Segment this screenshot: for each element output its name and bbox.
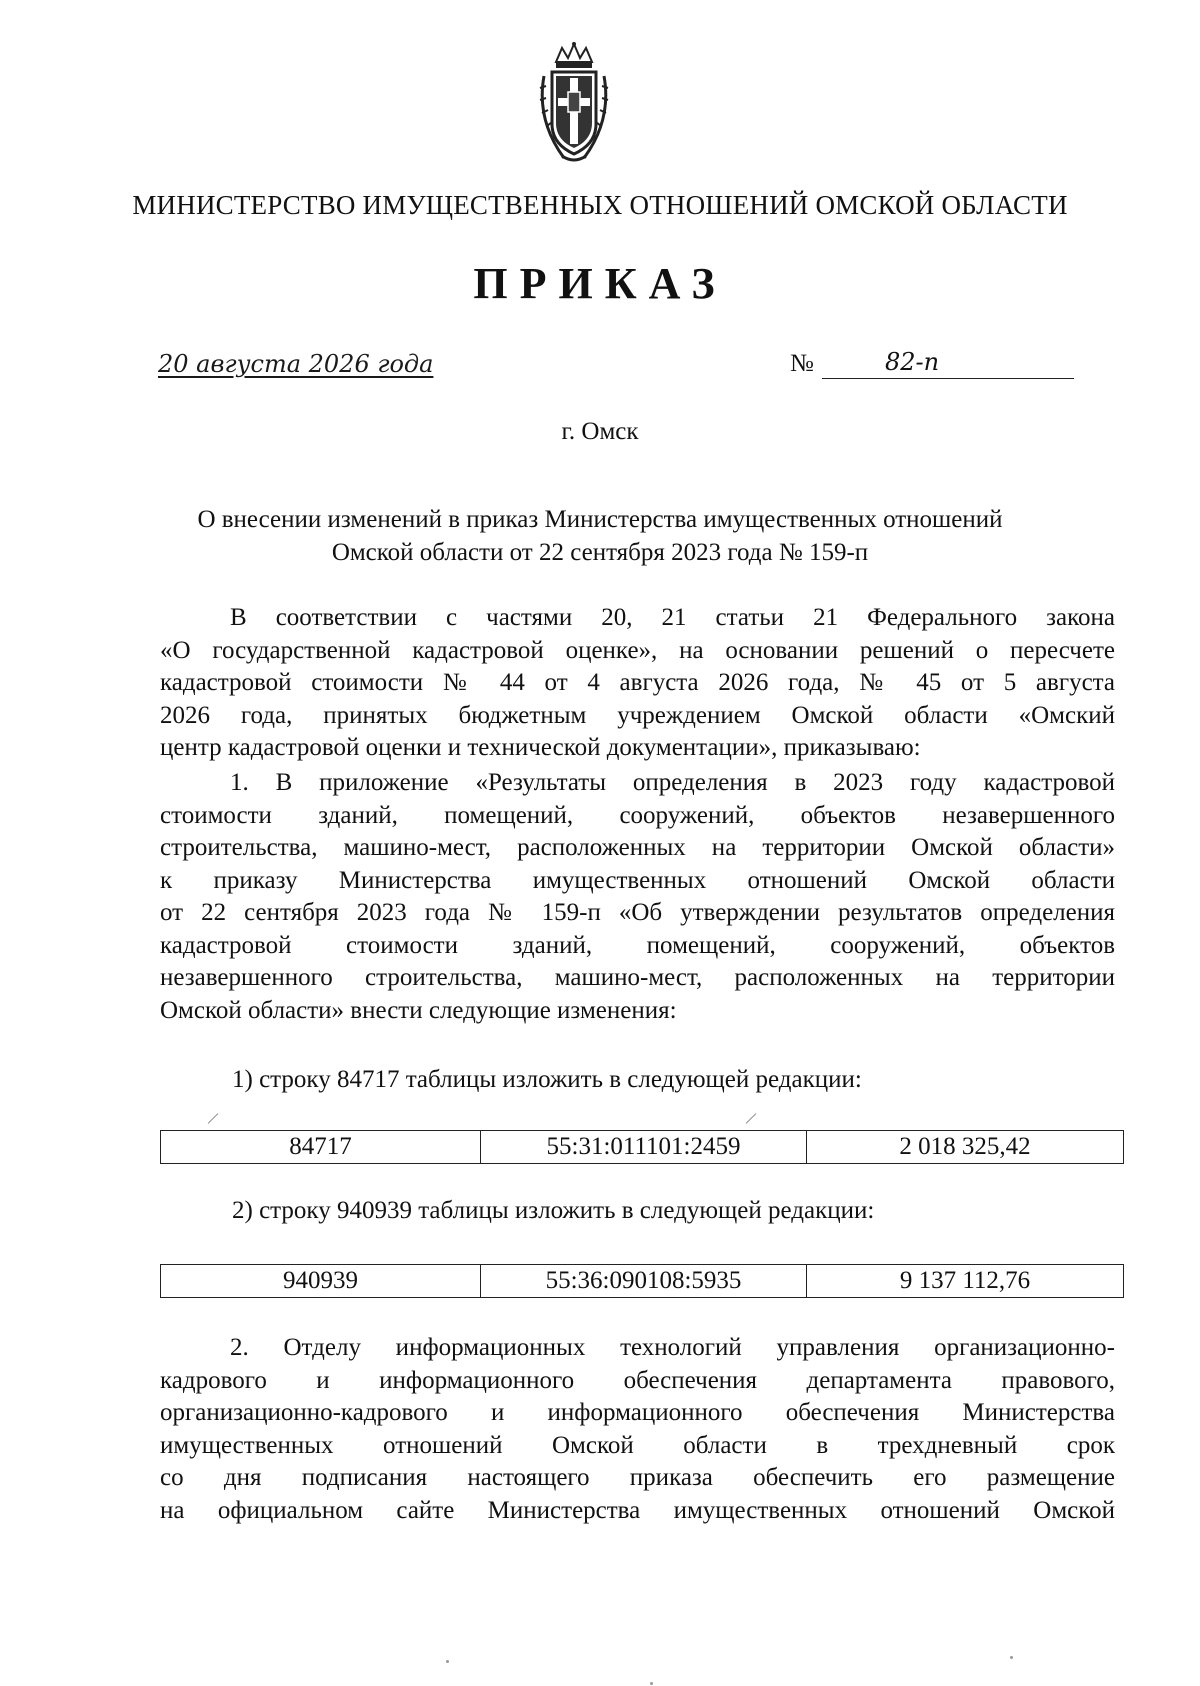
paragraph-line: строительства, машино-мест, расположенных на территории Омской области» — [160, 834, 1115, 861]
paragraph-line: 1. В приложение «Результаты определения в 2023 году кадастровой — [230, 769, 1115, 796]
pencil-mark — [746, 1113, 757, 1124]
paragraph-line: «О государственной кадастровой оценке», на основании решений о пересчете — [160, 636, 1115, 664]
document-subject — [0, 503, 1200, 569]
scan-speck — [1010, 1656, 1013, 1659]
paragraph-line: стоимости зданий, помещений, сооружений, объектов незавершенного — [160, 801, 1115, 829]
point-2-paragraph — [160, 1332, 1115, 1527]
paragraph-line: 2026 года, принятых бюджетным учреждением Омской области «Омский — [160, 701, 1115, 729]
preamble-paragraph — [160, 602, 1115, 765]
table-cell-cadastral-value: 9 137 112,76 — [899, 1267, 1031, 1294]
ministry-name: МИНИСТЕРСТВО ИМУЩЕСТВЕННЫХ ОТНОШЕНИЙ ОМСКОЙ ОБЛАСТИ — [132, 190, 1068, 220]
table-cell-cadastral-number: 55:36:090108:5935 — [481, 1265, 807, 1297]
handwritten-date: 20 августа 2026 года — [158, 350, 434, 378]
paragraph-line: Омской области» внести следующие изменения: — [160, 996, 677, 1024]
table-row — [160, 1130, 1124, 1164]
coat-of-arms-emblem — [534, 40, 614, 170]
subitem-2-text: 2) строку 940939 таблицы изложить в следующей редакции: — [232, 1197, 875, 1224]
paragraph-line: кадастровой стоимости № 44 от 4 августа 2026 года, № 45 от 5 августа — [160, 669, 1115, 696]
table-cell-row-number: 84717 — [161, 1131, 481, 1163]
subject-line: О внесении изменений в приказ Министерства имущественных отношений — [197, 506, 1003, 533]
paragraph-line: кадрового и информационного обеспечения департамента правового, — [160, 1366, 1115, 1394]
point-1-paragraph — [160, 767, 1115, 1027]
paragraph-line: В соответствии с частями 20, 21 статьи 21 Федерального закона — [230, 604, 1115, 631]
paragraph-line: 2. Отделу информационных технологий управления организационно- — [230, 1334, 1115, 1361]
table-cell-cadastral-value: 2 018 325,42 — [899, 1133, 1031, 1160]
subitem-1-text: 1) строку 84717 таблицы изложить в следующей редакции: — [232, 1066, 862, 1093]
number-label: № — [790, 350, 814, 377]
subject-line: Омской области от 22 сентября 2023 года № 159-п — [331, 539, 869, 566]
scan-speck — [446, 1660, 449, 1663]
paragraph-line: центр кадастровой оценки и технической документации», приказываю: — [160, 734, 921, 761]
pencil-mark — [208, 1113, 219, 1124]
city-name: г. Омск — [561, 418, 639, 445]
paragraph-line: на официальном сайте Министерства имущественных отношений Омской — [160, 1496, 1115, 1524]
table-row — [160, 1264, 1124, 1298]
table-cell-row-number: 940939 — [161, 1265, 481, 1297]
handwritten-number: 82-п — [885, 348, 940, 376]
paragraph-line: организационно-кадрового и информационного обеспечения Министерства — [160, 1399, 1115, 1426]
document-type-title: ПРИКАЗ — [473, 259, 727, 308]
paragraph-line: имущественных отношений Омской области в трехдневный срок — [160, 1431, 1115, 1459]
paragraph-line: кадастровой стоимости зданий, помещений, сооружений, объектов — [160, 931, 1115, 959]
number-underline — [822, 378, 1074, 379]
paragraph-line: от 22 сентября 2023 года № 159-п «Об утверждении результатов определения — [160, 899, 1115, 926]
scan-speck — [650, 1682, 653, 1685]
paragraph-line: незавершенного строительства, машино-мест, расположенных на территории — [160, 964, 1115, 991]
table-cell-cadastral-number: 55:31:011101:2459 — [481, 1131, 807, 1163]
paragraph-line: к приказу Министерства имущественных отношений Омской области — [160, 866, 1115, 894]
paragraph-line: со дня подписания настоящего приказа обеспечить его размещение — [160, 1464, 1115, 1491]
